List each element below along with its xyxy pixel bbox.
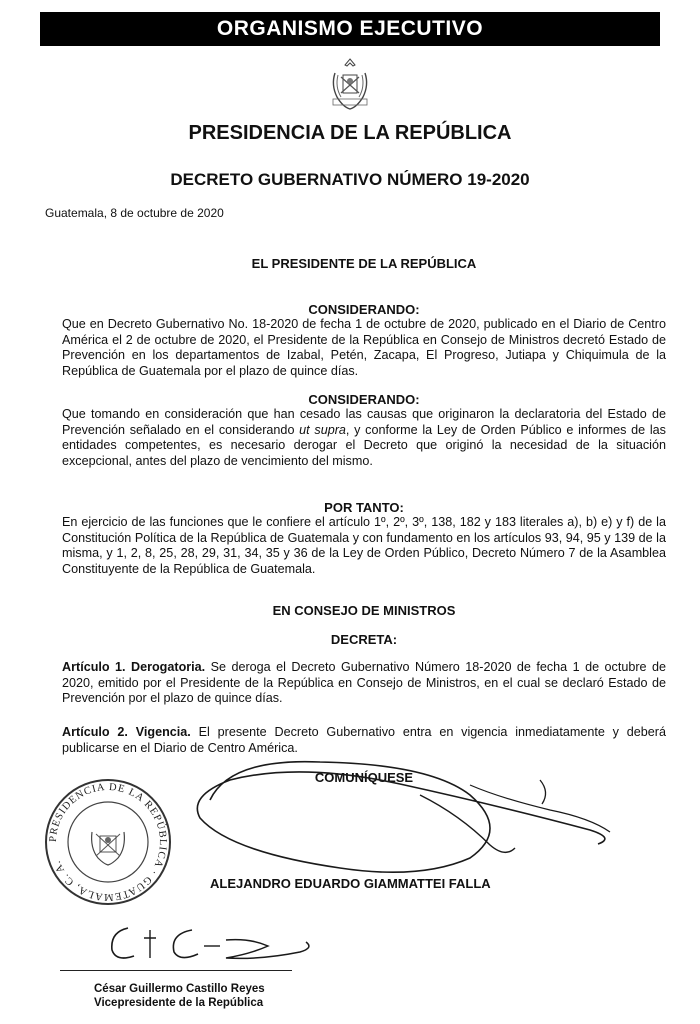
articulo-1-text: Se deroga el Decreto Gubernativo Número 18-2020 de fecha 1 de octubre de 2020, emitido por el Presidente de la República en Consejo de Ministros, en el cual se declaró Estado de Prevención por el plazo de quince días. (62, 660, 666, 705)
vp-signer-block (94, 982, 265, 1010)
por-tanto-text: En ejercicio de las funciones que le confiere el artículo 1º, 2º, 3º, 138, 182 y 183 literales a), b) e) y f) de la Constitución Política de la República de Guatemala y con fundamento en los artículos 93, 94, 95 y 139 de la misma, y 1, 2, 8, 25, 28, 29, 31, 34, 35 y 36 de la Ley de Orden Público, Decreto Número 7 de la Asamblea Constituyente de la República de Guatemala. (62, 515, 666, 576)
articulo-2-text: El presente Decreto Gubernativo entra en vigencia inmediatamente y deberá publicarse en el Diario de Centro América. (62, 725, 666, 755)
seal-text: PRESIDENCIA DE LA REPÚBLICA · GUATEMALA, C. A. (47, 781, 169, 903)
presidency-seal (42, 776, 174, 908)
vp-title: Vicepresidente de la República (94, 997, 264, 1009)
decreta-heading: DECRETA: (330, 632, 398, 647)
por-tanto-heading: POR TANTO: (324, 500, 404, 515)
dateline: Guatemala, 8 de octubre de 2020 (45, 206, 224, 220)
president-name: ALEJANDRO EDUARDO GIAMMATTEI FALLA (210, 876, 491, 891)
considerando-2-heading: CONSIDERANDO: (308, 392, 420, 407)
vp-signature (100, 908, 330, 978)
president-heading: EL PRESIDENTE DE LA REPÚBLICA (251, 256, 477, 271)
considerando-1-text: Que en Decreto Gubernativo No. 18-2020 de fecha 1 de octubre de 2020, publicado en el Diario de Centro América el 2 de octubre de 2020, el Presidente de la República en Consejo de Ministros decretó Estado de Prevención en los departamentos de Izabal, Petén, Zacapa, El Progreso, Jutiapa y Chiquimula de la República de Guatemala por el plazo de quince días. (62, 317, 666, 378)
coat-of-arms-icon (325, 55, 375, 111)
considerando-2-text (62, 407, 666, 469)
considerando-2-text-b: , y conforme la Ley de Orden Público e informes de las entidades competentes, es necesario derogar el Decreto que originó la necesidad de la situación excepcional, antes del plazo de vencimiento del mismo. (62, 422, 666, 468)
consejo-heading: EN CONSEJO DE MINISTROS (272, 603, 456, 618)
articulo-2-label: Artículo 2. Vigencia. (62, 725, 191, 739)
articulo-1-label: Artículo 1. Derogatoria. (62, 660, 206, 674)
decree-title: DECRETO GUBERNATIVO NÚMERO 19-2020 (170, 170, 530, 189)
considerando-2-text-a: Que tomando en consideración que han cesado las causas que originaron la declaratoria del Estado de Prevención señalado en el considerando (62, 407, 666, 437)
organismo-banner: ORGANISMO EJECUTIVO (40, 12, 660, 46)
president-signature (170, 740, 640, 890)
considerando-2-italic: ut supra (299, 422, 346, 437)
articulo-1 (62, 660, 666, 707)
comuniquese: COMUNÍQUESE (314, 770, 414, 785)
vp-name: César Guillermo Castillo Reyes (94, 983, 265, 995)
considerando-1-heading: CONSIDERANDO: (308, 302, 420, 317)
signature-line (60, 970, 292, 971)
presidency-title: PRESIDENCIA DE LA REPÚBLICA (188, 122, 512, 144)
